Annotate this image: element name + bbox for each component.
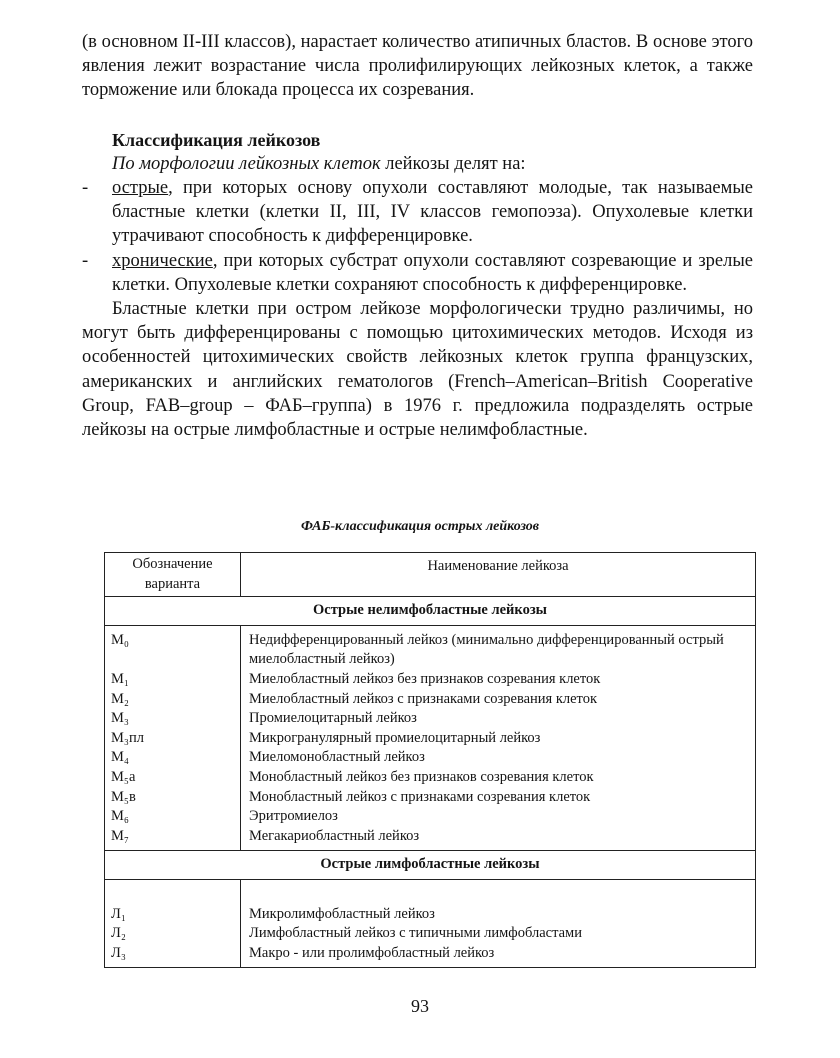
table-code: M₅в [111, 788, 136, 805]
list-item-chronic [82, 249, 753, 297]
list-dash: - [82, 250, 89, 271]
table-name: Промиелоцитарный лейкоз [249, 710, 417, 727]
fab-classification-table [104, 552, 756, 968]
table-name: Монобластный лейкоз с признаками созревания клеток [249, 788, 591, 805]
table-code: Л₁ [111, 905, 126, 922]
list-item-acute [82, 176, 753, 249]
section-row-lymphoblastic [105, 851, 756, 880]
names-cell [241, 879, 756, 967]
codes-cell [105, 625, 241, 851]
list-dash: - [82, 178, 89, 199]
blast-cells-paragraph: Бластные клетки при остром лейкозе морфологически трудно различимы, но могут быть дифференцированы с помощью цитохимических методов. Исходя из особенностей цитохимических свойств лейкозных клеток группа французских, американских и английских гематологов (French–American–British Cooperative Group, FAB–group – ФАБ–группа) в 1976 г. предложила подразделять острые лейкозы на острые лимфобластные и острые нелимфобластные. [82, 299, 753, 441]
table-name: Лимфобластный лейкоз с типичными лимфобластами [249, 925, 582, 942]
table-name: Мегакариобластный лейкоз [249, 827, 420, 844]
table-code: Л₃ [111, 944, 126, 961]
column-header-name: Наименование лейкоза [241, 553, 756, 597]
body-text [82, 30, 753, 442]
table-name: Миелобластный лейкоз без признаков созревания клеток [249, 670, 601, 687]
table-code: M₂ [111, 690, 129, 707]
table-code: M₀ [111, 631, 129, 648]
table-name: Миелобластный лейкоз с признаками созревания клеток [249, 690, 597, 707]
section-label-lymphoblastic: Острые лимфобластные лейкозы [105, 851, 756, 880]
table-name: Микрогранулярный промиелоцитарный лейкоз [249, 729, 541, 746]
column-header-code: Обозначение варианта [105, 553, 241, 597]
table-name: Монобластный лейкоз без признаков созревания клеток [249, 768, 594, 785]
table-code: M₁ [111, 670, 129, 687]
names-cell [241, 625, 756, 851]
morphology-italic: По морфологии лейкозных клеток [112, 153, 381, 174]
table-name: Миеломонобластный лейкоз [249, 749, 425, 766]
table-code: M₄ [111, 749, 129, 766]
codes-cell [105, 879, 241, 967]
text-acute: , при которых основу опухоли составляют молодые, так называемые бластные клетки (клетки II, III, IV классов гемопоэза). Опухолевые клетки утрачивают способность к дифференцировке. [112, 178, 753, 247]
table-code: M₃пл [111, 729, 144, 746]
table-name: Макро - или пролимфобластный лейкоз [249, 944, 495, 961]
table-code: M₆ [111, 808, 129, 825]
section-label-nonlymphoblastic: Острые нелимфобластные лейкозы [105, 597, 756, 626]
table-code: M₃ [111, 710, 129, 727]
section-row-nonlymphoblastic [105, 597, 756, 626]
table-body-nonlymphoblastic [105, 625, 756, 851]
term-acute: острые [112, 178, 169, 199]
table-title: ФАБ-классификация острых лейкозов [300, 519, 540, 534]
table-name: Микролимфобластный лейкоз [249, 905, 435, 922]
morphology-rest: лейкозы делят на: [380, 153, 526, 174]
table-name: Эритромиелоз [249, 808, 338, 825]
text-chronic: , при которых субстрат опухоли составляют созревающие и зрелые клетки. Опухолевые клетки сохраняют способность к дифференцировке. [112, 250, 753, 295]
intro-paragraph: (в основном II-III классов), нарастает количество атипичных бластов. В основе этого явления лежит возрастание числа пролифилирующих лейкозных клеток, а также торможение или блокада процесса их созревания. [82, 32, 753, 101]
table-body-lymphoblastic [105, 879, 756, 967]
table-code: M₇ [111, 827, 129, 844]
section-heading: Классификация лейкозов [112, 129, 321, 150]
table-name: Недифференцированный лейкоз (минимально дифференцированный острый миелобластный лейкоз) [249, 631, 724, 668]
page-number: 93 [411, 996, 429, 1016]
table-code: Л₂ [111, 925, 126, 942]
table-code: M₅а [111, 768, 136, 785]
term-chronic: хронические [112, 250, 213, 271]
blank-line [249, 885, 749, 905]
blank-line [111, 885, 234, 905]
morphology-paragraph [82, 152, 753, 176]
table-header-row [105, 553, 756, 597]
